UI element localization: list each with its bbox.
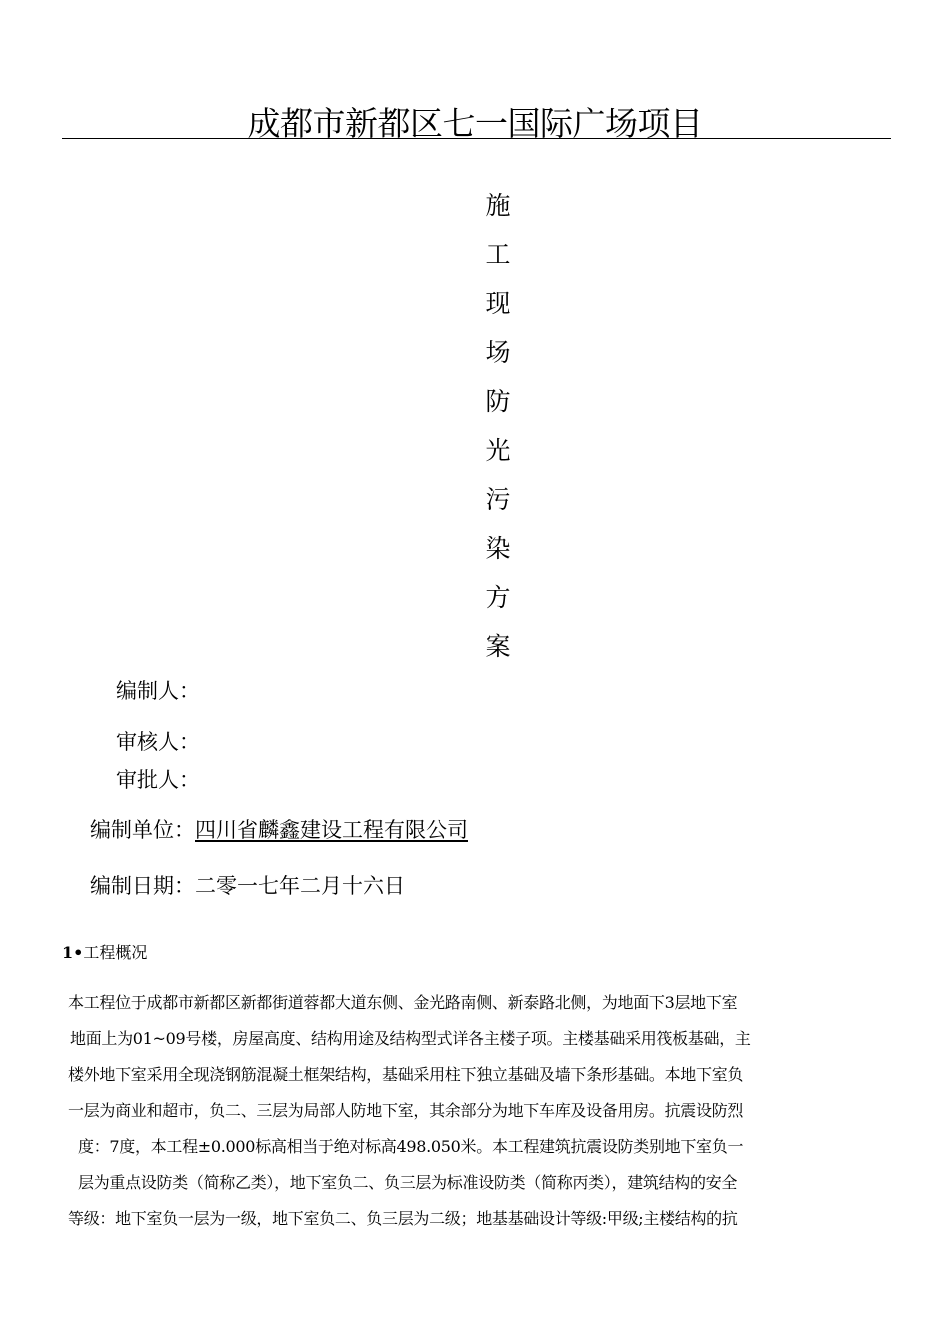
editor-label: 编制人： bbox=[116, 679, 200, 703]
title-underline-rule bbox=[62, 138, 891, 139]
body-line: 层为重点设防类（简称乙类），地下室负二、负三层为标准设防类（简称丙类），建筑结构的安全 bbox=[78, 1173, 738, 1192]
body-line: 等级：地下室负一层为一级，地下室负二、负三层为二级；地基基础设计等级:甲级;主楼结构的抗 bbox=[68, 1209, 738, 1228]
subtitle-char: 现 bbox=[485, 289, 511, 318]
compiling-unit-row bbox=[90, 816, 468, 844]
body-line: 楼外地下室采用全现浇钢筋混凝土框架结构，基础采用柱下独立基础及墙下条形基础。本地下室负 bbox=[68, 1065, 744, 1084]
subtitle-char: 光 bbox=[485, 436, 511, 465]
section-heading bbox=[62, 942, 147, 964]
subtitle-char: 污 bbox=[485, 485, 511, 514]
body-line: 一层为商业和超市，负二、三层为局部人防地下室，其余部分为地下车库及设备用房。抗震设防烈 bbox=[68, 1101, 744, 1120]
body-line: 度：7度，本工程±0.000标高相当于绝对标高498.050米。本工程建筑抗震设防类别地下室负一 bbox=[78, 1137, 744, 1156]
compiling-unit-label: 编制单位： bbox=[90, 818, 195, 842]
compiling-unit-value: 四川省麟鑫建设工程有限公司 bbox=[195, 818, 468, 842]
approver-label: 审批人： bbox=[116, 768, 200, 792]
section-heading-text: 工程概况 bbox=[83, 943, 148, 962]
document-title: 成都市新都区七一国际广场项目 bbox=[247, 104, 703, 143]
subtitle-char: 施 bbox=[485, 191, 511, 220]
compiling-date-value: 二零一七年二月十六日 bbox=[195, 874, 405, 898]
reviewer-label: 审核人： bbox=[116, 730, 200, 754]
compiling-date-row bbox=[90, 872, 405, 900]
vertical-subtitle bbox=[481, 181, 515, 671]
compiling-date-label: 编制日期： bbox=[90, 874, 195, 898]
subtitle-char: 方 bbox=[485, 583, 511, 612]
subtitle-char: 场 bbox=[485, 338, 511, 367]
section-number: 1• bbox=[62, 943, 84, 962]
subtitle-char: 染 bbox=[485, 534, 511, 563]
subtitle-char: 案 bbox=[485, 632, 511, 661]
subtitle-char: 工 bbox=[485, 240, 511, 269]
body-line: 本工程位于成都市新都区新都街道蓉都大道东侧、金光路南侧、新泰路北侧，为地面下3层地下室 bbox=[68, 993, 738, 1012]
subtitle-char: 防 bbox=[485, 387, 511, 416]
body-line: 地面上为01~09号楼，房屋高度、结构用途及结构型式详各主楼子项。主楼基础采用筏板基础，主 bbox=[70, 1029, 751, 1048]
